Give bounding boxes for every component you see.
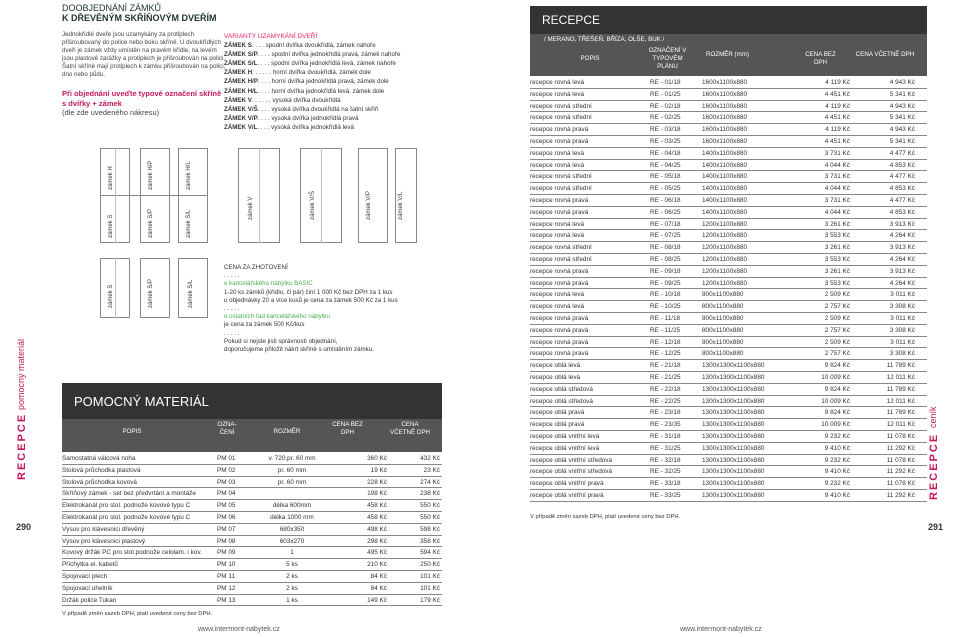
table-row: recepce oblá pravá RE - 23/18 1300x1300x1100x880 9 824 Kč 11 789 Kč <box>530 407 927 419</box>
diagram-label: zámek H/P <box>148 160 154 190</box>
table-row: Výsuv pro klávesnici dřevěný PM 07 680x350 498 Kč 598 Kč <box>62 524 442 536</box>
price-line: u kancelářského nábytku BASIC <box>224 280 313 288</box>
table-row: recepce oblá vnitřní středová RE - 32/18 1300x1300x1100x880 9 232 Kč 11 078 Kč <box>530 455 927 467</box>
table-row: recepce rovná levá RE - 10/18 800x1100x880 2 509 Kč 3 011 Kč <box>530 289 927 301</box>
price-info: CENA ZA ZHOTOVENÍ . . . . . u kancelářského nábytku BASIC 1-20 ks zámků (křídlo, či pár) činí 1 000 Kč bez DPH za 1 kus u objednávky 20 a více kusů je cena za zámek 500 Kč za 1 kus . . . . . u ostatních řad kancelářského nábytku je cena za zámek 500 Kč/kus . . . . . Pokud si nejste jisti správností objednání, doporučujeme přiložit nákrt skříně s umístěním zámku. <box>224 264 474 354</box>
diagram-label: zámek V/Š <box>310 190 316 220</box>
table-row: recepce oblá vnitřní středová RE - 32/25 1300x1300x1100x880 9 410 Kč 11 292 Kč <box>530 466 927 478</box>
table-row: Výsuv pro klávesnici plastový PM 08 603x270 298 Kč 358 Kč <box>62 536 442 548</box>
variant-item: ZÁMEK S. . . . spodní dvířka dvoukřídlá, zámek nahoře <box>224 42 376 50</box>
price-line: u ostatních řad kancelářského nábytku <box>224 313 330 321</box>
table-row: recepce oblá levá RE - 21/25 1300x1300x1100x880 10 009 Kč 12 011 Kč <box>530 372 927 384</box>
diagram-label: zámek S <box>108 214 114 238</box>
aux-table-header: POPIS OZNA-ČENÍ ROZMĚR CENA BEZ DPH CENA VČETNĚ DPH <box>62 419 442 452</box>
table-row: Stolová průchodka plastová PM 02 pr. 60 mm 19 Kč 23 Kč <box>62 465 442 477</box>
lock-diagrams-bottom <box>100 258 220 318</box>
table-row: Elektrokanál pro stol. podnože kovové typu C PM 05 délka 600mm 458 Kč 550 Kč <box>62 500 442 512</box>
variants-list: VARIANTY UZAMYKÁNÍ DVEŘÍ ZÁMEK S. . . . spodní dvířka dvoukřídlá, zámek nahoře ZÁMEK S/P. . . . spodní dvířka jednokřídlá pravá, zámek nahoře ZÁMEK S/L. . . . spodní dvířka jednokřídlá levá, zámek nahoře ZÁMEK H. . . . . . horní dvířka dvoukřídlá, zámek dole ZÁMEK H/P. . . . horní dvířka jednokřídlá pravá, zámek dole ZÁMEK H/L. . . . horní dvířka jednokřídlá levá, zámek dole ZÁMEK V. . . . . . vysoká dvířka dvoukřídlá ZÁMEK V/Š. . . . vysoká dvířka dvoukřídlá na šatní skříň ZÁMEK V/P. . . . vysoká dvířka jednokřídlá pravá ZÁMEK V/L. . . . vysoká dvířka jednokřídlá levá <box>224 32 474 132</box>
table-row: recepce rovná střední RE - 08/25 1200x1100x880 3 553 Kč 4 264 Kč <box>530 254 927 266</box>
table-row: recepce rovná levá RE - 04/18 1400x1100x880 3 731 Kč 4 477 Kč <box>530 148 927 160</box>
table-row: recepce oblá levá RE - 21/18 1300x1300x1100x880 9 824 Kč 11 789 Kč <box>530 360 927 372</box>
variant-item: ZÁMEK V/Š. . . . vysoká dvířka dvoukřídlá na šatní skříň <box>224 105 379 113</box>
table-row: recepce rovná střední RE - 05/18 1400x1100x880 3 731 Kč 4 477 Kč <box>530 171 927 183</box>
table-row: recepce rovná střední RE - 02/18 1600x1100x880 4 119 Kč 4 943 Kč <box>530 101 927 113</box>
table-row: recepce rovná pravá RE - 11/25 800x1100x880 2 757 Kč 3 308 Kč <box>530 325 927 337</box>
lock-diagrams-top <box>100 148 420 243</box>
order-note: Při objednání uveďte typové označení skříně s dvířky + zámek (dle zde uvedeného nákresu) <box>62 89 222 117</box>
price-line: . . . . . <box>224 329 240 337</box>
price-line: je cena za zámek 500 Kč/kus <box>224 321 305 329</box>
table-row: recepce rovná pravá RE - 12/25 800x1100x880 2 757 Kč 3 308 Kč <box>530 348 927 360</box>
table-row: Skříňový zámek - set bez předvrtání a montáže PM 04 198 Kč 238 Kč <box>62 488 442 500</box>
table-row: Příchytka el. kabelů PM 10 5 ks 210 Kč 250 Kč <box>62 559 442 571</box>
table-row: Elektrokanál pro stol. podnože kovové typu C PM 06 délka 1000 mm 458 Kč 550 Kč <box>62 512 442 524</box>
diagram-label: zámek H <box>108 166 114 190</box>
diagram-label: zámek V <box>248 196 254 220</box>
price-line: . . . . . <box>224 272 240 280</box>
diagram-label: zámek V/L <box>398 191 404 220</box>
right-table-header: POPIS OZNAČENÍ V TYPOVÉM PLÁNU ROZMĚR (mm) CENA BEZ DPH CENA VČETNĚ DPH <box>530 45 927 76</box>
variant-item: ZÁMEK S/L. . . . spodní dvířka jednokřídlá levá, zámek nahoře <box>224 60 396 68</box>
table-row: Spojovací plech PM 11 2 ks 84 Kč 101 Kč <box>62 571 442 583</box>
price-line: doporučujeme přiložit nákrt skříně s umístěním zámku. <box>224 346 374 354</box>
variant-item: ZÁMEK H. . . . . . horní dvířka dvoukřídlá, zámek dole <box>224 69 371 77</box>
right-sidebar <box>924 400 954 520</box>
table-row: recepce rovná levá RE - 01/25 1600x1100x880 4 451 Kč 5 341 Kč <box>530 89 927 101</box>
table-row: recepce rovná levá RE - 04/25 1400x1100x880 4 044 Kč 4 853 Kč <box>530 160 927 172</box>
side-sub-right: ceník <box>928 406 938 428</box>
table-row: Kovový držák PC pro stol.podnože celolam. i kov. PM 09 1 495 Kč 594 Kč <box>62 547 442 559</box>
table-row: recepce rovná pravá RE - 06/18 1400x1100x880 3 731 Kč 4 477 Kč <box>530 195 927 207</box>
table-row: recepce oblá vnitřní levá RE - 31/25 1300x1300x1100x880 9 410 Kč 11 292 Kč <box>530 443 927 455</box>
table-row: Držák police Tukan PM 13 1 ks 149 Kč 179 Kč <box>62 595 442 607</box>
table-row: Stolová průchodka kovová PM 03 pr. 60 mm 228 Kč 274 Kč <box>62 477 442 489</box>
table-row: recepce rovná pravá RE - 09/25 1200x1100x880 3 553 Kč 4 264 Kč <box>530 278 927 290</box>
diagram-label: zámek V/P <box>366 190 372 220</box>
table-row: recepce rovná levá RE - 10/25 800x1100x880 2 757 Kč 3 308 Kč <box>530 301 927 313</box>
table-row: recepce oblá středová RE - 22/25 1300x1300x1100x880 10 009 Kč 12 011 Kč <box>530 396 927 408</box>
variant-item: ZÁMEK H/L. . . . horní dvířka jednokřídlá levá, zámek dole <box>224 87 385 95</box>
page-number-right: 291 <box>928 522 944 532</box>
table-row: recepce oblá vnitřní levá RE - 31/18 1300x1300x1100x880 9 232 Kč 11 078 Kč <box>530 431 927 443</box>
table-row: recepce rovná levá RE - 07/25 1200x1100x880 3 553 Kč 4 264 Kč <box>530 230 927 242</box>
side-word-right: RECEPCE <box>928 432 940 500</box>
table-row: recepce rovná střední RE - 08/18 1200x1100x880 3 261 Kč 3 913 Kč <box>530 242 927 254</box>
diagram-label: zámek H/L <box>186 161 192 190</box>
table-row: recepce oblá pravá RE - 23/35 1300x1300x1100x880 10 009 Kč 12 011 Kč <box>530 419 927 431</box>
price-line: Pokud si nejste jisti správností objednání, <box>224 337 338 345</box>
right-subtitle: / MERANO, TŘEŠEŇ, BŘÍZA, OLŠE, BUK / <box>530 34 927 45</box>
table-row: recepce rovná pravá RE - 03/18 1600x1100x880 4 119 Kč 4 943 Kč <box>530 124 927 136</box>
variant-item: ZÁMEK V. . . . . . vysoká dvířka dvoukřídlá <box>224 96 341 104</box>
table-row: recepce rovná střední RE - 02/25 1600x1100x880 4 451 Kč 5 341 Kč <box>530 112 927 124</box>
table-row: recepce rovná pravá RE - 03/25 1600x1100x880 4 451 Kč 5 341 Kč <box>530 136 927 148</box>
table-row: recepce rovná levá RE - 01/18 1600x1100x880 4 119 Kč 4 943 Kč <box>530 77 927 89</box>
table-row: recepce rovná střední RE - 05/25 1400x1100x880 4 044 Kč 4 853 Kč <box>530 183 927 195</box>
variant-item: ZÁMEK H/P. . . . horní dvířka jednokřídlá pravá, zámek dole <box>224 78 389 86</box>
diagram-label: zámek S/P <box>148 208 154 238</box>
url-left[interactable]: www.intermont-nabytek.cz <box>198 626 280 633</box>
variant-item: ZÁMEK S/P. . . . spodní dvířka jednokřídlá pravá, zámek nahoře <box>224 51 401 59</box>
price-line: u objednávky 20 a více kusů je cena za zámek 500 Kč za 1 kus <box>224 296 398 304</box>
table-row: recepce rovná pravá RE - 06/25 1400x1100x880 4 044 Kč 4 853 Kč <box>530 207 927 219</box>
aux-foot: V případě změn sazeb DPH, platí uvedené ceny bez DPH. <box>62 611 213 617</box>
diagram-label: zámek S/L <box>188 279 194 308</box>
page-number-left: 290 <box>16 522 32 532</box>
variant-item: ZÁMEK V/P. . . . vysoká dvířka jednokřídlá pravá <box>224 114 359 122</box>
table-row: recepce rovná pravá RE - 11/18 800x1100x880 2 509 Kč 3 011 Kč <box>530 313 927 325</box>
diagram-label: zámek S/L <box>186 209 192 238</box>
table-row: recepce oblá vnitřní pravá RE - 33/18 1300x1300x1100x880 9 232 Kč 11 078 Kč <box>530 478 927 490</box>
table-row: Spojovací úhelník PM 12 2 ks 84 Kč 101 Kč <box>62 583 442 595</box>
left-sidebar <box>14 340 36 540</box>
side-sub-left: pomocný materiál <box>16 338 26 410</box>
diagram-label: zámek S/P <box>148 278 154 308</box>
page-heading: DOOBJEDNÁNÍ ZÁMKŮ K DŘEVĚNÝM SKŘÍŇOVÝM DVEŘÍM <box>62 3 217 23</box>
table-row: recepce oblá středová RE - 22/18 1300x1300x1100x880 9 824 Kč 11 789 Kč <box>530 384 927 396</box>
table-row: recepce rovná pravá RE - 12/18 800x1100x880 2 509 Kč 3 011 Kč <box>530 337 927 349</box>
right-foot: V případě změn sazeb DPH, platí uvedené ceny bez DPH. <box>530 514 681 520</box>
table-row: recepce rovná levá RE - 07/18 1200x1100x880 3 261 Kč 3 913 Kč <box>530 219 927 231</box>
price-line: . . . . . <box>224 305 240 313</box>
intro-text: Jednokřídlé dveře jsou uzamykány za protiplech přišroubovaný do police nebo boku skříně. U dvoukřídlých dveří je zámek vždy umístěn na pravém křídle, na levém jsou plastové zarážky a protiplech je přišroubován na polici. Šatní skříně mají protiplech k zámku přišroubován na polici, dno nebo půdu. <box>62 31 226 78</box>
side-word-left: RECEPCE <box>16 412 28 480</box>
table-row: recepce rovná pravá RE - 09/18 1200x1100x880 3 261 Kč 3 913 Kč <box>530 266 927 278</box>
price-line: 1-20 ks zámků (křídlo, či pár) činí 1 000 Kč bez DPH za 1 kus <box>224 288 393 296</box>
diagram-label: zámek S <box>108 284 114 308</box>
aux-title: POMOCNÝ MATERIÁL <box>62 383 442 419</box>
right-title: RECEPCE <box>530 6 927 34</box>
table-row: recepce oblá vnitřní pravá RE - 33/25 1300x1300x1100x880 9 410 Kč 11 292 Kč <box>530 490 927 502</box>
url-right[interactable]: www.intermont-nabytek.cz <box>680 626 762 633</box>
table-row: Samostatná válcová noha PM 01 v. 720,pr. 60 mm 360 Kč 432 Kč <box>62 453 442 465</box>
variant-item: ZÁMEK V/L. . . . vysoká dvířka jednokřídlá levá <box>224 123 354 131</box>
